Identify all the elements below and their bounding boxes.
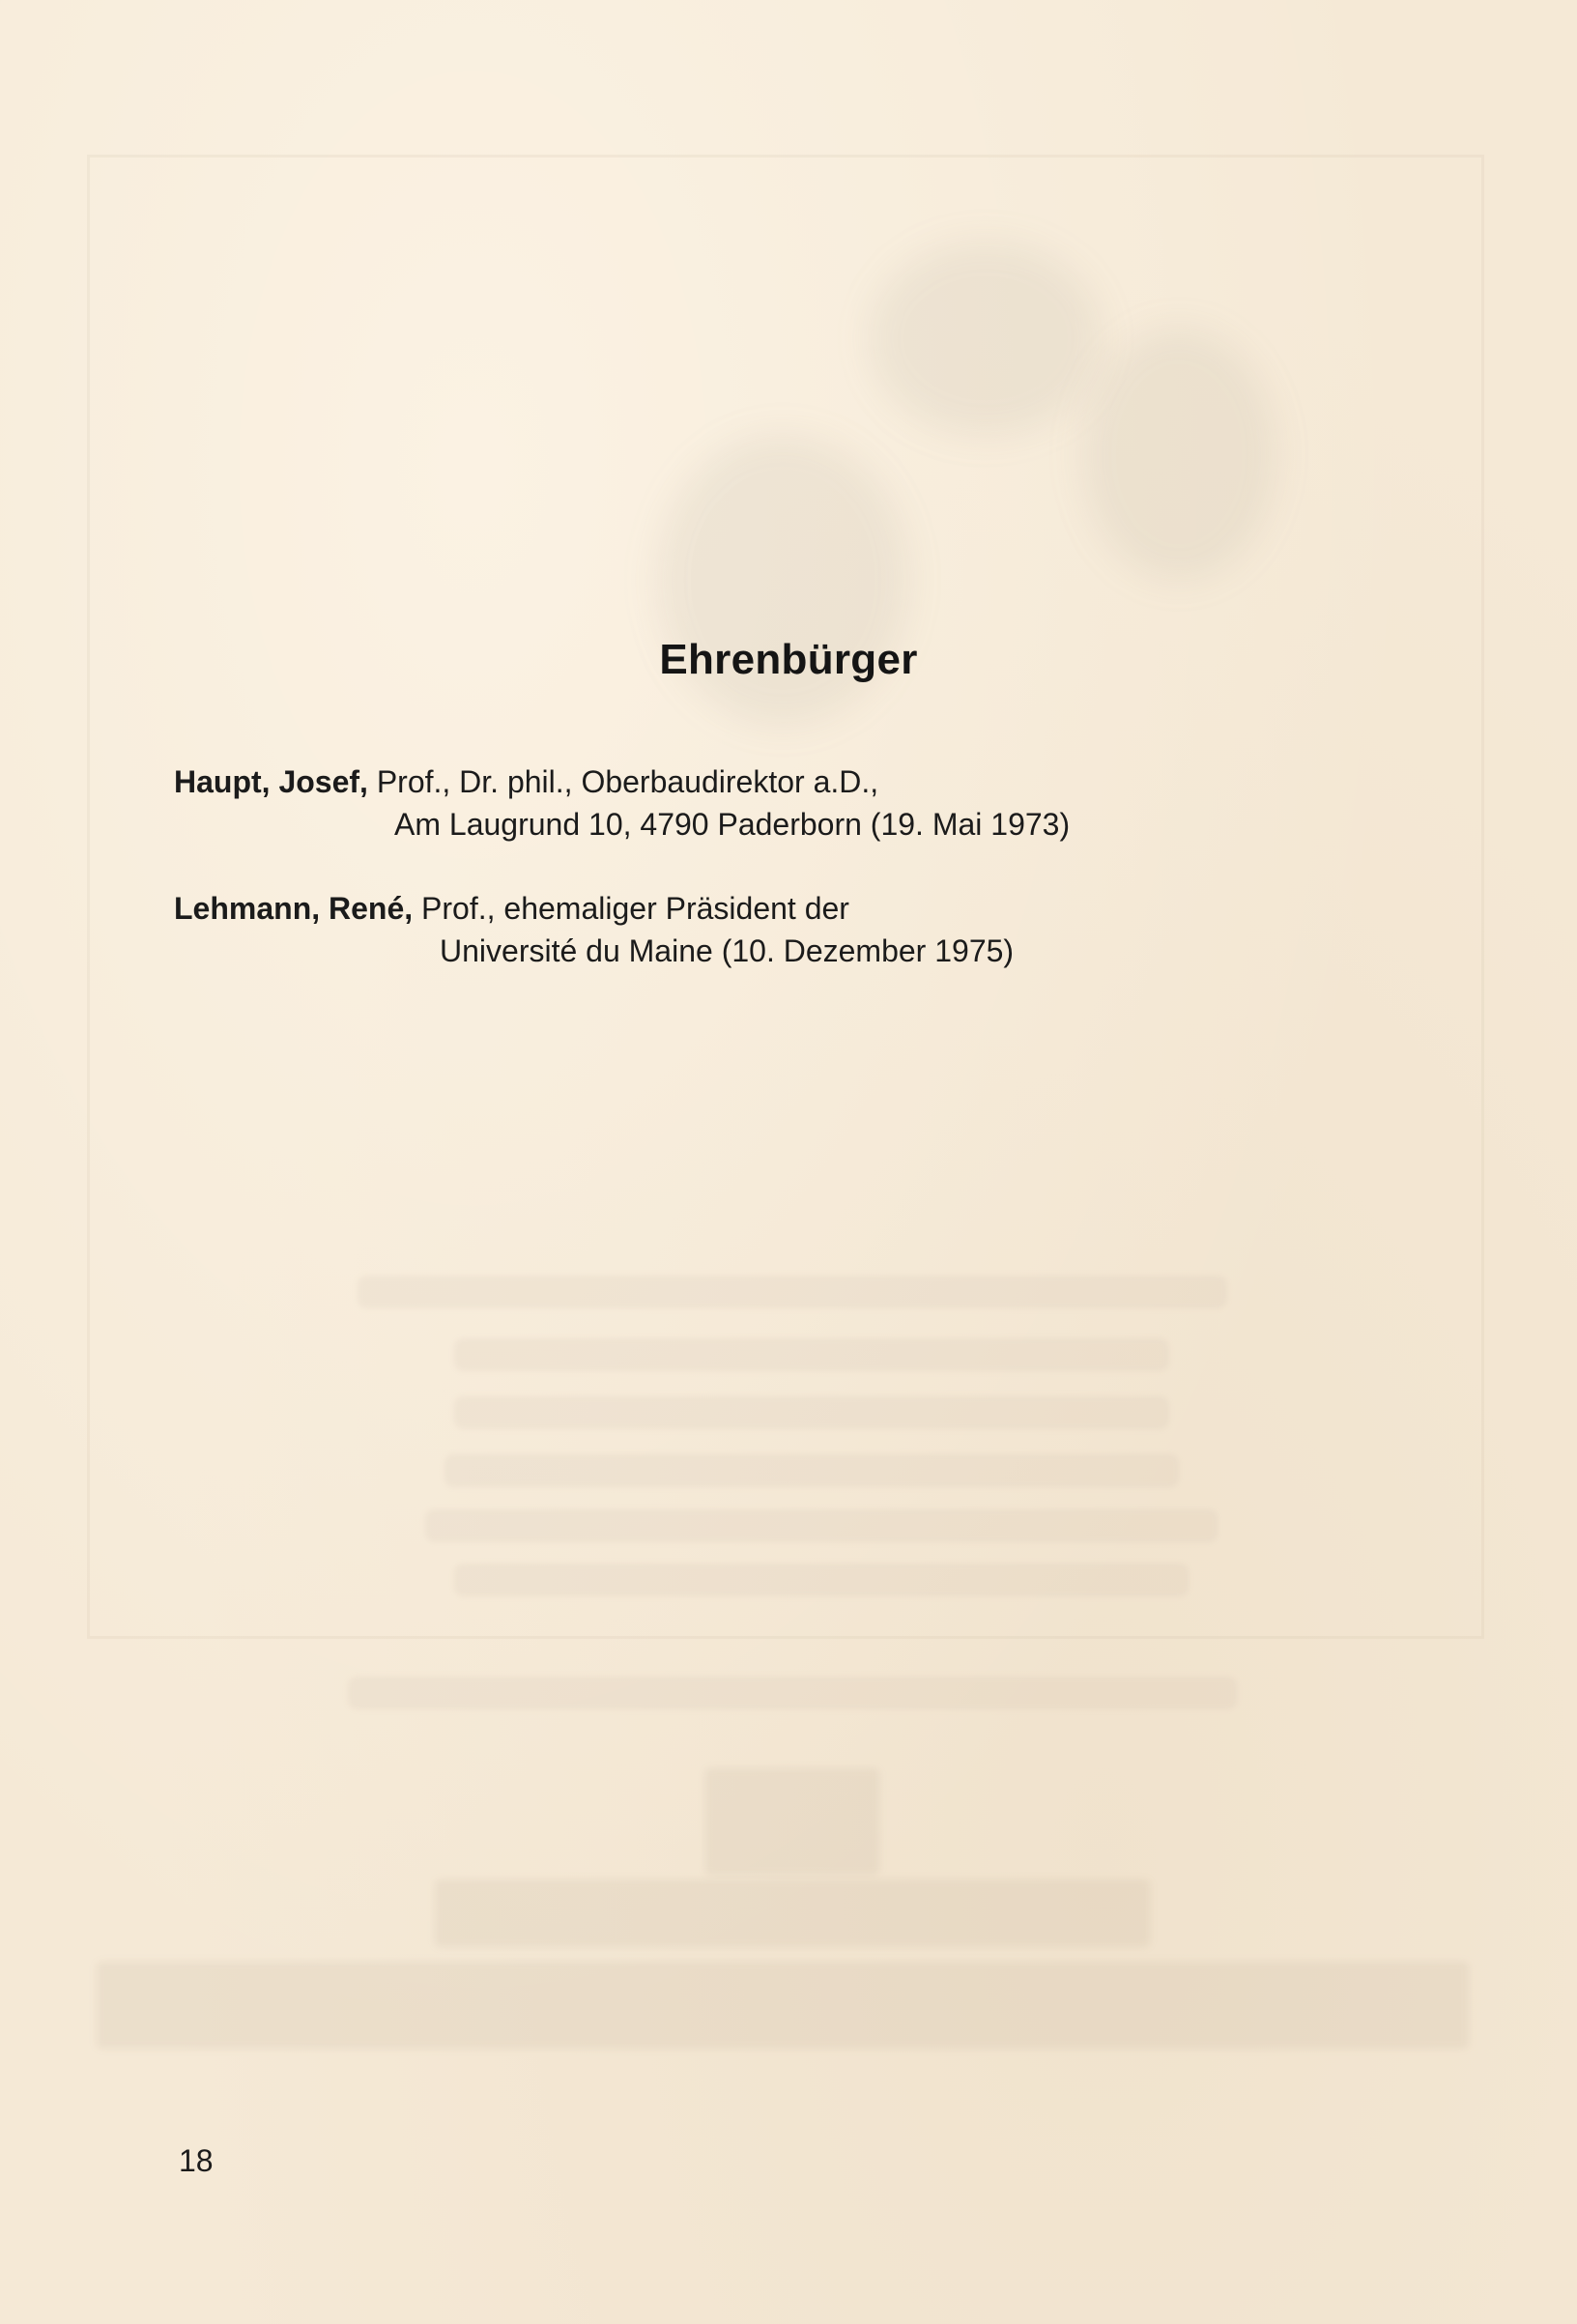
show-through-heading xyxy=(97,1962,1469,2049)
show-through-text-line xyxy=(444,1454,1179,1487)
entry-address: Am Laugrund 10, 4790 Paderborn (19. Mai 1973) xyxy=(394,807,1071,842)
show-through-figure-head xyxy=(870,242,1102,435)
show-through-figure-arm xyxy=(1082,329,1276,580)
page-number: 18 xyxy=(179,2143,214,2178)
show-through-text-line xyxy=(358,1276,1227,1308)
show-through-text-line xyxy=(425,1509,1218,1542)
show-through-text-line xyxy=(454,1338,1169,1371)
show-through-heading xyxy=(435,1879,1150,1947)
entry-first-line xyxy=(174,760,1070,803)
entry-name: Lehmann, René, xyxy=(174,891,414,926)
show-through-text-line xyxy=(454,1396,1169,1429)
show-through-logo xyxy=(705,1768,879,1875)
entry-description: Prof., Dr. phil., Oberbaudirektor a.D., xyxy=(376,764,879,799)
show-through-text-line xyxy=(454,1564,1189,1596)
honorary-citizen-entry xyxy=(174,760,1070,846)
entry-description: Prof., ehemaliger Präsident der xyxy=(421,891,849,926)
entry-first-line xyxy=(174,887,1014,930)
entry-affiliation: Université du Maine (10. Dezember 1975) xyxy=(440,933,1015,968)
show-through-text-line xyxy=(348,1677,1237,1709)
entry-name: Haupt, Josef, xyxy=(174,764,368,799)
page-title: Ehrenbürger xyxy=(659,636,918,683)
honorary-citizen-entry xyxy=(174,887,1014,972)
